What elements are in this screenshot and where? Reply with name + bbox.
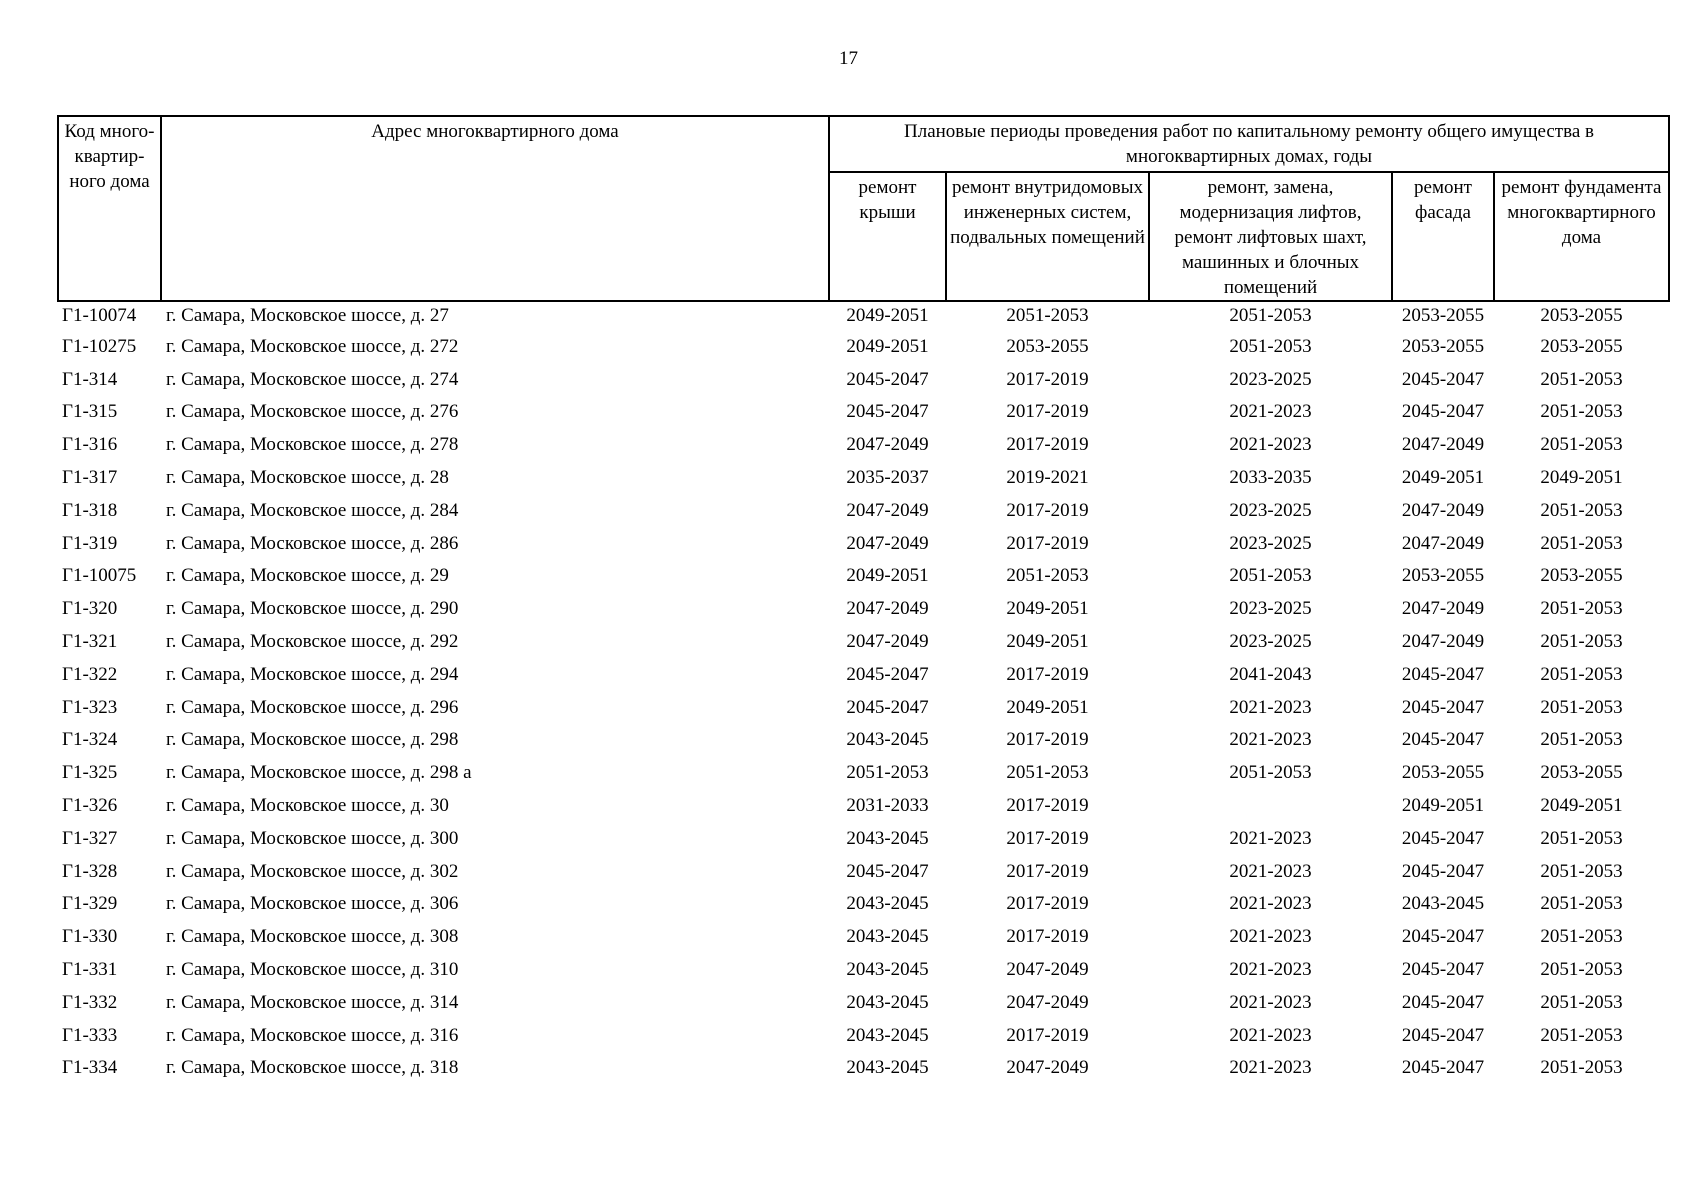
foundation-period-cell: 2051-2053: [1540, 663, 1623, 685]
engineering-period-cell: 2049-2051: [1006, 630, 1089, 652]
facade-period-cell: 2045-2047: [1401, 958, 1485, 980]
roof-period-cell: 2043-2045: [846, 958, 929, 980]
elevator-period-cell: 2051-2053: [1229, 305, 1312, 326]
house-address-cell: г. Самара, Московское шоссе, д. 298: [166, 729, 459, 751]
foundation-period-cell: 2051-2053: [1540, 1024, 1623, 1046]
elevator-period-cell: 2021-2023: [1229, 401, 1312, 423]
facade-period-cell: 2045-2047: [1401, 827, 1485, 849]
elevator-period-cell: 2021-2023: [1229, 1057, 1312, 1079]
foundation-period-cell: 2051-2053: [1540, 958, 1623, 980]
house-address-cell: г. Самара, Московское шоссе, д. 310: [166, 958, 459, 980]
engineering-period-cell: 2017-2019: [1006, 827, 1089, 849]
engineering-period-cell: 2049-2051: [1006, 598, 1089, 620]
house-code-cell: Г1-315: [62, 401, 118, 423]
table-row: [58, 663, 1669, 696]
house-address-cell: г. Самара, Московское шоссе, д. 308: [166, 926, 459, 948]
facade-period-cell: 2047-2049: [1401, 499, 1485, 521]
elevator-period-cell: 2023-2025: [1229, 499, 1312, 521]
house-address-cell: г. Самара, Московское шоссе, д. 296: [166, 696, 459, 718]
house-code-cell: Г1-326: [62, 794, 118, 816]
engineering-period-cell: 2051-2053: [1006, 565, 1089, 587]
header-planned-periods: Плановые периоды проведения работ по капитальному ремонту общего имущества в многоквартирных домах, годы: [829, 116, 1669, 172]
house-address-cell: г. Самара, Московское шоссе, д. 286: [166, 532, 459, 554]
facade-period-cell: 2047-2049: [1401, 630, 1485, 652]
house-address-cell: г. Самара, Московское шоссе, д. 28: [166, 466, 449, 488]
elevator-period-cell: 2051-2053: [1229, 565, 1312, 587]
elevator-period-cell: 2021-2023: [1229, 893, 1312, 915]
header-address: Адрес многоквартирного дома: [161, 116, 829, 301]
foundation-period-cell: 2051-2053: [1540, 1057, 1623, 1079]
house-address-cell: г. Самара, Московское шоссе, д. 30: [166, 794, 449, 816]
house-code-cell: Г1-323: [62, 696, 118, 718]
table-header: [58, 116, 1669, 301]
elevator-period-cell: 2033-2035: [1229, 466, 1312, 488]
elevator-period-cell: 2021-2023: [1229, 860, 1312, 882]
facade-period-cell: 2053-2055: [1401, 305, 1485, 326]
roof-period-cell: 2049-2051: [846, 565, 929, 587]
foundation-period-cell: 2051-2053: [1540, 499, 1623, 521]
house-address-cell: г. Самара, Московское шоссе, д. 294: [166, 663, 459, 685]
foundation-period-cell: 2051-2053: [1540, 434, 1623, 456]
elevator-period-cell: 2021-2023: [1229, 991, 1312, 1013]
house-code-cell: Г1-332: [62, 991, 118, 1013]
house-code-cell: Г1-10275: [62, 335, 137, 357]
facade-period-cell: 2049-2051: [1401, 466, 1485, 488]
elevator-period-cell: 2021-2023: [1229, 434, 1312, 456]
header-elevators: ремонт, замена, модернизация лифтов, ремонт лифтовых шахт, машинных и блочных помещений: [1149, 172, 1392, 301]
facade-period-cell: 2047-2049: [1401, 434, 1485, 456]
table-row: [58, 335, 1669, 368]
foundation-period-cell: 2051-2053: [1540, 991, 1623, 1013]
house-code-cell: Г1-318: [62, 499, 118, 521]
foundation-period-cell: 2053-2055: [1540, 565, 1623, 587]
elevator-period-cell: 2023-2025: [1229, 368, 1312, 390]
engineering-period-cell: 2017-2019: [1006, 532, 1089, 554]
table-row: [58, 368, 1669, 401]
house-address-cell: г. Самара, Московское шоссе, д. 29: [166, 565, 449, 587]
house-code-cell: Г1-328: [62, 860, 118, 882]
roof-period-cell: 2049-2051: [846, 305, 929, 326]
house-code-cell: Г1-319: [62, 532, 118, 554]
house-address-cell: г. Самара, Московское шоссе, д. 274: [166, 368, 459, 390]
house-code-cell: Г1-322: [62, 663, 118, 685]
foundation-period-cell: 2051-2053: [1540, 860, 1623, 882]
elevator-period-cell: 2021-2023: [1229, 827, 1312, 849]
facade-period-cell: 2043-2045: [1401, 893, 1485, 915]
roof-period-cell: 2031-2033: [846, 794, 929, 816]
elevator-period-cell: 2051-2053: [1229, 762, 1312, 784]
engineering-period-cell: 2017-2019: [1006, 860, 1089, 882]
facade-period-cell: 2049-2051: [1401, 794, 1485, 816]
house-code-cell: Г1-330: [62, 926, 118, 948]
table-row: [58, 630, 1669, 663]
elevator-period-cell: [1149, 794, 1392, 827]
engineering-period-cell: 2047-2049: [1006, 1057, 1089, 1079]
house-code-cell: Г1-10074: [62, 305, 137, 326]
roof-period-cell: 2043-2045: [846, 893, 929, 915]
table-body: [58, 301, 1669, 1089]
elevator-period-cell: 2021-2023: [1229, 1024, 1312, 1046]
roof-period-cell: 2047-2049: [846, 630, 929, 652]
roof-period-cell: 2047-2049: [846, 499, 929, 521]
page-number: 17: [839, 48, 858, 69]
engineering-period-cell: 2051-2053: [1006, 762, 1089, 784]
header-roof: ремонт крыши: [829, 172, 946, 301]
house-code-cell: Г1-320: [62, 598, 118, 620]
roof-period-cell: 2045-2047: [846, 663, 929, 685]
foundation-period-cell: 2051-2053: [1540, 598, 1623, 620]
facade-period-cell: 2045-2047: [1401, 663, 1485, 685]
house-address-cell: г. Самара, Московское шоссе, д. 306: [166, 893, 459, 915]
table-row: [58, 433, 1669, 466]
engineering-period-cell: 2049-2051: [1006, 696, 1089, 718]
table-row: [58, 301, 1669, 335]
facade-period-cell: 2045-2047: [1401, 991, 1485, 1013]
house-address-cell: г. Самара, Московское шоссе, д. 276: [166, 401, 459, 423]
engineering-period-cell: 2047-2049: [1006, 958, 1089, 980]
house-address-cell: г. Самара, Московское шоссе, д. 318: [166, 1057, 459, 1079]
house-address-cell: г. Самара, Московское шоссе, д. 272: [166, 335, 459, 357]
house-address-cell: г. Самара, Московское шоссе, д. 27: [166, 305, 449, 326]
elevator-period-cell: 2021-2023: [1229, 926, 1312, 948]
roof-period-cell: 2043-2045: [846, 1024, 929, 1046]
roof-period-cell: 2047-2049: [846, 598, 929, 620]
house-address-cell: г. Самара, Московское шоссе, д. 298 а: [166, 762, 472, 784]
engineering-period-cell: 2017-2019: [1006, 1024, 1089, 1046]
table-row: [58, 827, 1669, 860]
engineering-period-cell: 2019-2021: [1006, 466, 1089, 488]
house-address-cell: г. Самара, Московское шоссе, д. 284: [166, 499, 459, 521]
table-row: [58, 1024, 1669, 1057]
foundation-period-cell: 2051-2053: [1540, 893, 1623, 915]
roof-period-cell: 2043-2045: [846, 926, 929, 948]
house-address-cell: г. Самара, Московское шоссе, д. 314: [166, 991, 459, 1013]
elevator-period-cell: 2023-2025: [1229, 630, 1312, 652]
table-row: [58, 728, 1669, 761]
house-code-cell: Г1-317: [62, 466, 118, 488]
foundation-period-cell: 2051-2053: [1540, 696, 1623, 718]
elevator-period-cell: 2021-2023: [1229, 729, 1312, 751]
house-code-cell: Г1-325: [62, 762, 118, 784]
foundation-period-cell: 2051-2053: [1540, 532, 1623, 554]
header-code: Код много-квартир-ного дома: [58, 116, 161, 301]
facade-period-cell: 2045-2047: [1401, 696, 1485, 718]
roof-period-cell: 2045-2047: [846, 368, 929, 390]
table-row: [58, 1056, 1669, 1089]
roof-period-cell: 2043-2045: [846, 991, 929, 1013]
engineering-period-cell: 2047-2049: [1006, 991, 1089, 1013]
foundation-period-cell: 2049-2051: [1540, 794, 1623, 816]
house-code-cell: Г1-331: [62, 958, 118, 980]
roof-period-cell: 2043-2045: [846, 729, 929, 751]
foundation-period-cell: 2051-2053: [1540, 729, 1623, 751]
elevator-period-cell: 2051-2053: [1229, 335, 1312, 357]
table-row: [58, 892, 1669, 925]
table-row: [58, 400, 1669, 433]
roof-period-cell: 2043-2045: [846, 827, 929, 849]
engineering-period-cell: 2017-2019: [1006, 893, 1089, 915]
table-row: [58, 532, 1669, 565]
facade-period-cell: 2045-2047: [1401, 368, 1485, 390]
table-row: [58, 499, 1669, 532]
house-code-cell: Г1-321: [62, 630, 118, 652]
roof-period-cell: 2045-2047: [846, 401, 929, 423]
header-foundation: ремонт фундамента многоквартирного дома: [1494, 172, 1669, 301]
facade-period-cell: 2053-2055: [1401, 565, 1485, 587]
roof-period-cell: 2047-2049: [846, 434, 929, 456]
foundation-period-cell: 2051-2053: [1540, 926, 1623, 948]
facade-period-cell: 2045-2047: [1401, 926, 1485, 948]
house-code-cell: Г1-10075: [62, 565, 137, 587]
house-code-cell: Г1-314: [62, 368, 118, 390]
table-row: [58, 696, 1669, 729]
facade-period-cell: 2053-2055: [1401, 762, 1485, 784]
house-code-cell: Г1-333: [62, 1024, 118, 1046]
foundation-period-cell: 2051-2053: [1540, 630, 1623, 652]
house-address-cell: г. Самара, Московское шоссе, д. 278: [166, 434, 459, 456]
elevator-period-cell: 2023-2025: [1229, 532, 1312, 554]
engineering-period-cell: 2051-2053: [1006, 305, 1089, 326]
roof-period-cell: 2047-2049: [846, 532, 929, 554]
table-row: [58, 761, 1669, 794]
house-code-cell: Г1-327: [62, 827, 118, 849]
facade-period-cell: 2047-2049: [1401, 598, 1485, 620]
table-row: [58, 564, 1669, 597]
foundation-period-cell: 2053-2055: [1540, 762, 1623, 784]
house-address-cell: г. Самара, Московское шоссе, д. 302: [166, 860, 459, 882]
foundation-period-cell: 2049-2051: [1540, 466, 1623, 488]
elevator-period-cell: 2041-2043: [1229, 663, 1312, 685]
engineering-period-cell: 2017-2019: [1006, 368, 1089, 390]
elevator-period-cell: 2023-2025: [1229, 598, 1312, 620]
foundation-period-cell: 2053-2055: [1540, 305, 1623, 326]
engineering-period-cell: 2017-2019: [1006, 729, 1089, 751]
facade-period-cell: 2053-2055: [1401, 335, 1485, 357]
roof-period-cell: 2035-2037: [846, 466, 929, 488]
engineering-period-cell: 2017-2019: [1006, 499, 1089, 521]
house-address-cell: г. Самара, Московское шоссе, д. 292: [166, 630, 459, 652]
roof-period-cell: 2051-2053: [846, 762, 929, 784]
elevator-period-cell: 2021-2023: [1229, 696, 1312, 718]
engineering-period-cell: 2017-2019: [1006, 794, 1089, 816]
table-row: [58, 466, 1669, 499]
facade-period-cell: 2045-2047: [1401, 401, 1485, 423]
elevator-period-cell: 2021-2023: [1229, 958, 1312, 980]
facade-period-cell: 2047-2049: [1401, 532, 1485, 554]
engineering-period-cell: 2017-2019: [1006, 434, 1089, 456]
engineering-period-cell: 2017-2019: [1006, 401, 1089, 423]
house-code-cell: Г1-316: [62, 434, 118, 456]
roof-period-cell: 2043-2045: [846, 1057, 929, 1079]
foundation-period-cell: 2053-2055: [1540, 335, 1623, 357]
house-code-cell: Г1-329: [62, 893, 118, 915]
house-address-cell: г. Самара, Московское шоссе, д. 300: [166, 827, 459, 849]
header-engineering: ремонт внутридомовых инженерных систем, подвальных помещений: [946, 172, 1149, 301]
table-row: [58, 958, 1669, 991]
roof-period-cell: 2049-2051: [846, 335, 929, 357]
table-row: [58, 925, 1669, 958]
foundation-period-cell: 2051-2053: [1540, 368, 1623, 390]
foundation-period-cell: 2051-2053: [1540, 827, 1623, 849]
facade-period-cell: 2045-2047: [1401, 1024, 1485, 1046]
repair-schedule-table: [57, 115, 1670, 1089]
house-code-cell: Г1-334: [62, 1057, 118, 1079]
engineering-period-cell: 2053-2055: [1006, 335, 1089, 357]
engineering-period-cell: 2017-2019: [1006, 926, 1089, 948]
engineering-period-cell: 2017-2019: [1006, 663, 1089, 685]
house-address-cell: г. Самара, Московское шоссе, д. 316: [166, 1024, 459, 1046]
roof-period-cell: 2045-2047: [846, 860, 929, 882]
facade-period-cell: 2045-2047: [1401, 729, 1485, 751]
house-address-cell: г. Самара, Московское шоссе, д. 290: [166, 598, 459, 620]
house-code-cell: Г1-324: [62, 729, 118, 751]
header-facade: ремонт фасада: [1392, 172, 1494, 301]
table-row: [58, 794, 1669, 827]
table-row: [58, 597, 1669, 630]
facade-period-cell: 2045-2047: [1401, 1057, 1485, 1079]
facade-period-cell: 2045-2047: [1401, 860, 1485, 882]
foundation-period-cell: 2051-2053: [1540, 401, 1623, 423]
table-row: [58, 991, 1669, 1024]
table-row: [58, 860, 1669, 893]
roof-period-cell: 2045-2047: [846, 696, 929, 718]
